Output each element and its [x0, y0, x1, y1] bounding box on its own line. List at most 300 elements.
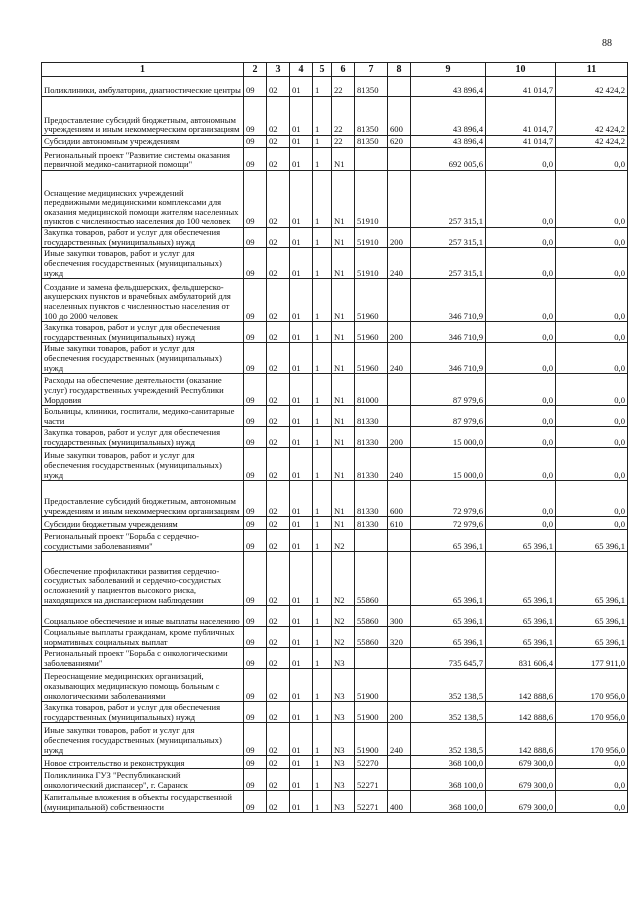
- cell-col-3: 02: [267, 427, 290, 448]
- cell-col-3: 02: [267, 171, 290, 228]
- cell-col-3: 02: [267, 374, 290, 406]
- cell-col-2: 09: [244, 552, 267, 606]
- cell-col-8: [388, 374, 411, 406]
- cell-col-10: 0,0: [486, 279, 556, 322]
- cell-col-6: N3: [332, 669, 355, 702]
- cell-col-9: 257 315,1: [411, 228, 486, 248]
- cell-col-7: 51900: [355, 702, 388, 723]
- cell-col-11: 0,0: [556, 448, 628, 481]
- cell-col-8: 320: [388, 627, 411, 648]
- cell-col-3: 02: [267, 627, 290, 648]
- table-row: [42, 97, 628, 136]
- cell-col-10: 142 888,6: [486, 702, 556, 723]
- cell-col-9: 15 000,0: [411, 448, 486, 481]
- cell-col-4: 01: [290, 627, 313, 648]
- cell-col-9: 735 645,7: [411, 648, 486, 669]
- cell-col-3: 02: [267, 648, 290, 669]
- cell-col-4: 01: [290, 322, 313, 343]
- cell-col-3: 02: [267, 322, 290, 343]
- cell-col-2: 09: [244, 723, 267, 756]
- cell-col-6: N1: [332, 374, 355, 406]
- cell-col-8: 200: [388, 702, 411, 723]
- cell-col-11: 0,0: [556, 427, 628, 448]
- cell-col-11: 177 911,0: [556, 648, 628, 669]
- cell-col-3: 02: [267, 530, 290, 552]
- row-name: Иные закупки товаров, работ и услуг для обеспечения государственных (муниципальных) нужд: [42, 723, 244, 756]
- cell-col-6: N2: [332, 606, 355, 627]
- cell-col-6: 22: [332, 97, 355, 136]
- cell-col-9: 65 396,1: [411, 552, 486, 606]
- cell-col-4: 01: [290, 448, 313, 481]
- cell-col-5: 1: [313, 248, 332, 279]
- cell-col-9: 257 315,1: [411, 171, 486, 228]
- cell-col-6: N1: [332, 517, 355, 530]
- cell-col-4: 01: [290, 552, 313, 606]
- cell-col-5: 1: [313, 517, 332, 530]
- cell-col-9: 87 979,6: [411, 374, 486, 406]
- table-row: [42, 530, 628, 552]
- cell-col-4: 01: [290, 791, 313, 813]
- cell-col-3: 02: [267, 481, 290, 517]
- cell-col-6: 22: [332, 77, 355, 97]
- row-name: Создание и замена фельдшерских, фельдшерско-акушерских пунктов и врачебных амбулаторий для населенных пунктов с численностью населения от 100 до 2000 человек: [42, 279, 244, 322]
- page-number: 88: [602, 38, 612, 49]
- cell-col-11: 42 424,2: [556, 97, 628, 136]
- cell-col-11: 65 396,1: [556, 530, 628, 552]
- cell-col-6: N1: [332, 343, 355, 374]
- row-name: Социальные выплаты гражданам, кроме публичных нормативных социальных выплат: [42, 627, 244, 648]
- cell-col-2: 09: [244, 517, 267, 530]
- cell-col-11: 0,0: [556, 228, 628, 248]
- cell-col-5: 1: [313, 171, 332, 228]
- cell-col-11: 0,0: [556, 756, 628, 769]
- cell-col-8: 300: [388, 606, 411, 627]
- cell-col-5: 1: [313, 374, 332, 406]
- header-row: [42, 63, 628, 77]
- cell-col-2: 09: [244, 322, 267, 343]
- cell-col-7: 81330: [355, 406, 388, 427]
- cell-col-10: 65 396,1: [486, 530, 556, 552]
- cell-col-4: 01: [290, 427, 313, 448]
- cell-col-4: 01: [290, 481, 313, 517]
- table-row: [42, 448, 628, 481]
- cell-col-2: 09: [244, 248, 267, 279]
- cell-col-4: 01: [290, 374, 313, 406]
- cell-col-3: 02: [267, 769, 290, 791]
- cell-col-7: 81330: [355, 481, 388, 517]
- cell-col-7: 52270: [355, 756, 388, 769]
- table-row: [42, 481, 628, 517]
- cell-col-6: N3: [332, 791, 355, 813]
- cell-col-3: 02: [267, 669, 290, 702]
- row-name: Субсидии автономным учреждениям: [42, 136, 244, 148]
- cell-col-10: 831 606,4: [486, 648, 556, 669]
- cell-col-11: 0,0: [556, 343, 628, 374]
- row-name: Региональный проект "Развитие системы оказания первичной медико-санитарной помощи": [42, 148, 244, 171]
- cell-col-10: 0,0: [486, 517, 556, 530]
- column-header: 3: [267, 63, 290, 77]
- cell-col-3: 02: [267, 148, 290, 171]
- cell-col-6: N3: [332, 756, 355, 769]
- cell-col-4: 01: [290, 148, 313, 171]
- cell-col-7: 81350: [355, 136, 388, 148]
- cell-col-5: 1: [313, 702, 332, 723]
- cell-col-2: 09: [244, 427, 267, 448]
- cell-col-5: 1: [313, 481, 332, 517]
- cell-col-5: 1: [313, 627, 332, 648]
- cell-col-4: 01: [290, 606, 313, 627]
- cell-col-9: 346 710,9: [411, 343, 486, 374]
- cell-col-9: 692 005,6: [411, 148, 486, 171]
- table-body: [42, 77, 628, 813]
- cell-col-11: 170 956,0: [556, 723, 628, 756]
- cell-col-11: 0,0: [556, 148, 628, 171]
- table-row: [42, 552, 628, 606]
- cell-col-3: 02: [267, 406, 290, 427]
- cell-col-8: 200: [388, 322, 411, 343]
- row-name: Больницы, клиники, госпитали, медико-санитарные части: [42, 406, 244, 427]
- row-name: Региональный проект "Борьба с сердечно-сосудистыми заболеваниями": [42, 530, 244, 552]
- cell-col-7: 51910: [355, 171, 388, 228]
- cell-col-8: 200: [388, 228, 411, 248]
- table-row: [42, 148, 628, 171]
- table-row: [42, 343, 628, 374]
- cell-col-5: 1: [313, 723, 332, 756]
- cell-col-6: N2: [332, 552, 355, 606]
- cell-col-7: 55860: [355, 627, 388, 648]
- cell-col-3: 02: [267, 552, 290, 606]
- cell-col-11: 0,0: [556, 279, 628, 322]
- cell-col-10: 0,0: [486, 406, 556, 427]
- cell-col-5: 1: [313, 769, 332, 791]
- row-name: Иные закупки товаров, работ и услуг для обеспечения государственных (муниципальных) нужд: [42, 248, 244, 279]
- cell-col-3: 02: [267, 343, 290, 374]
- cell-col-2: 09: [244, 627, 267, 648]
- column-header: 1: [42, 63, 244, 77]
- cell-col-7: 52271: [355, 769, 388, 791]
- cell-col-6: N1: [332, 248, 355, 279]
- cell-col-2: 09: [244, 481, 267, 517]
- column-header: 10: [486, 63, 556, 77]
- cell-col-10: 679 300,0: [486, 769, 556, 791]
- cell-col-11: 0,0: [556, 517, 628, 530]
- cell-col-10: 142 888,6: [486, 723, 556, 756]
- cell-col-10: 0,0: [486, 148, 556, 171]
- cell-col-4: 01: [290, 136, 313, 148]
- cell-col-5: 1: [313, 406, 332, 427]
- cell-col-9: 352 138,5: [411, 669, 486, 702]
- cell-col-10: 0,0: [486, 171, 556, 228]
- cell-col-5: 1: [313, 148, 332, 171]
- cell-col-9: 368 100,0: [411, 791, 486, 813]
- cell-col-11: 0,0: [556, 791, 628, 813]
- table-row: [42, 406, 628, 427]
- table-row: [42, 606, 628, 627]
- cell-col-5: 1: [313, 343, 332, 374]
- row-name: Социальное обеспечение и иные выплаты населению: [42, 606, 244, 627]
- row-name: Новое строительство и реконструкция: [42, 756, 244, 769]
- cell-col-11: 0,0: [556, 171, 628, 228]
- cell-col-3: 02: [267, 517, 290, 530]
- cell-col-4: 01: [290, 171, 313, 228]
- table-row: [42, 322, 628, 343]
- cell-col-3: 02: [267, 606, 290, 627]
- cell-col-2: 09: [244, 171, 267, 228]
- cell-col-3: 02: [267, 228, 290, 248]
- cell-col-10: 65 396,1: [486, 627, 556, 648]
- cell-col-8: 240: [388, 248, 411, 279]
- column-header: 11: [556, 63, 628, 77]
- cell-col-2: 09: [244, 606, 267, 627]
- cell-col-9: 65 396,1: [411, 530, 486, 552]
- budget-table: [41, 62, 628, 813]
- cell-col-5: 1: [313, 756, 332, 769]
- row-name: Поликлиника ГУЗ "Республиканский онкологический диспансер", г. Саранск: [42, 769, 244, 791]
- cell-col-10: 0,0: [486, 248, 556, 279]
- cell-col-5: 1: [313, 136, 332, 148]
- row-name: Предоставление субсидий бюджетным, автономным учреждениям и иным некоммерческим организациям: [42, 481, 244, 517]
- cell-col-10: 0,0: [486, 322, 556, 343]
- cell-col-2: 09: [244, 756, 267, 769]
- cell-col-5: 1: [313, 322, 332, 343]
- table-row: [42, 171, 628, 228]
- column-header: 6: [332, 63, 355, 77]
- cell-col-4: 01: [290, 756, 313, 769]
- cell-col-10: 679 300,0: [486, 756, 556, 769]
- cell-col-11: 0,0: [556, 481, 628, 517]
- cell-col-3: 02: [267, 97, 290, 136]
- cell-col-9: 65 396,1: [411, 627, 486, 648]
- row-name: Расходы на обеспечение деятельности (оказание услуг) государственных учреждений Республики Мордовия: [42, 374, 244, 406]
- row-name: Субсидии бюджетным учреждениям: [42, 517, 244, 530]
- cell-col-7: [355, 648, 388, 669]
- cell-col-8: 400: [388, 791, 411, 813]
- cell-col-4: 01: [290, 248, 313, 279]
- cell-col-7: 51960: [355, 322, 388, 343]
- table-row: [42, 756, 628, 769]
- cell-col-9: 87 979,6: [411, 406, 486, 427]
- cell-col-4: 01: [290, 530, 313, 552]
- cell-col-11: 65 396,1: [556, 606, 628, 627]
- column-header: 9: [411, 63, 486, 77]
- cell-col-10: 65 396,1: [486, 606, 556, 627]
- cell-col-8: [388, 648, 411, 669]
- cell-col-8: [388, 552, 411, 606]
- cell-col-5: 1: [313, 427, 332, 448]
- cell-col-7: 81000: [355, 374, 388, 406]
- cell-col-7: 51910: [355, 228, 388, 248]
- column-header: 8: [388, 63, 411, 77]
- row-name: Иные закупки товаров, работ и услуг для обеспечения государственных (муниципальных) нужд: [42, 448, 244, 481]
- cell-col-4: 01: [290, 77, 313, 97]
- cell-col-8: [388, 769, 411, 791]
- cell-col-3: 02: [267, 756, 290, 769]
- table-row: [42, 723, 628, 756]
- row-name: Закупка товаров, работ и услуг для обеспечения государственных (муниципальных) нужд: [42, 427, 244, 448]
- cell-col-10: 0,0: [486, 374, 556, 406]
- cell-col-2: 09: [244, 648, 267, 669]
- table-row: [42, 517, 628, 530]
- cell-col-11: 42 424,2: [556, 77, 628, 97]
- cell-col-4: 01: [290, 279, 313, 322]
- cell-col-11: 0,0: [556, 374, 628, 406]
- cell-col-7: 81330: [355, 427, 388, 448]
- cell-col-8: [388, 530, 411, 552]
- cell-col-9: 352 138,5: [411, 702, 486, 723]
- cell-col-5: 1: [313, 791, 332, 813]
- row-name: Закупка товаров, работ и услуг для обеспечения государственных (муниципальных) нужд: [42, 702, 244, 723]
- row-name: Капитальные вложения в объекты государственной (муниципальной) собственности: [42, 791, 244, 813]
- cell-col-2: 09: [244, 406, 267, 427]
- column-header: 4: [290, 63, 313, 77]
- cell-col-6: N3: [332, 769, 355, 791]
- cell-col-5: 1: [313, 530, 332, 552]
- cell-col-4: 01: [290, 769, 313, 791]
- cell-col-4: 01: [290, 702, 313, 723]
- cell-col-2: 09: [244, 136, 267, 148]
- table-row: [42, 627, 628, 648]
- cell-col-9: 368 100,0: [411, 769, 486, 791]
- cell-col-7: 51910: [355, 248, 388, 279]
- cell-col-11: 0,0: [556, 322, 628, 343]
- cell-col-4: 01: [290, 228, 313, 248]
- cell-col-9: 346 710,9: [411, 322, 486, 343]
- cell-col-8: [388, 171, 411, 228]
- cell-col-3: 02: [267, 279, 290, 322]
- cell-col-9: 257 315,1: [411, 248, 486, 279]
- cell-col-6: N3: [332, 723, 355, 756]
- row-name: Закупка товаров, работ и услуг для обеспечения государственных (муниципальных) нужд: [42, 322, 244, 343]
- table-row: [42, 228, 628, 248]
- cell-col-6: N1: [332, 228, 355, 248]
- cell-col-8: [388, 77, 411, 97]
- cell-col-2: 09: [244, 791, 267, 813]
- cell-col-8: 200: [388, 427, 411, 448]
- cell-col-6: N1: [332, 427, 355, 448]
- cell-col-6: 22: [332, 136, 355, 148]
- cell-col-11: 65 396,1: [556, 627, 628, 648]
- cell-col-9: 15 000,0: [411, 427, 486, 448]
- cell-col-3: 02: [267, 723, 290, 756]
- column-header: 2: [244, 63, 267, 77]
- cell-col-5: 1: [313, 77, 332, 97]
- cell-col-7: 51960: [355, 279, 388, 322]
- table-row: [42, 648, 628, 669]
- cell-col-9: 65 396,1: [411, 606, 486, 627]
- table-row: [42, 702, 628, 723]
- cell-col-8: 600: [388, 97, 411, 136]
- cell-col-8: 600: [388, 481, 411, 517]
- cell-col-9: 368 100,0: [411, 756, 486, 769]
- cell-col-11: 0,0: [556, 406, 628, 427]
- cell-col-10: 142 888,6: [486, 669, 556, 702]
- cell-col-6: N2: [332, 627, 355, 648]
- cell-col-2: 09: [244, 343, 267, 374]
- cell-col-7: 81330: [355, 448, 388, 481]
- cell-col-4: 01: [290, 648, 313, 669]
- cell-col-6: N1: [332, 148, 355, 171]
- row-name: Оснащение медицинских учреждений передвижными медицинскими комплексами для оказания медицинской помощи жителям населенных пунктов с численностью населения до 100 человек: [42, 171, 244, 228]
- table-row: [42, 427, 628, 448]
- cell-col-7: 51900: [355, 723, 388, 756]
- cell-col-2: 09: [244, 148, 267, 171]
- cell-col-8: 620: [388, 136, 411, 148]
- cell-col-10: 0,0: [486, 427, 556, 448]
- cell-col-6: N1: [332, 322, 355, 343]
- cell-col-8: 240: [388, 723, 411, 756]
- cell-col-6: N1: [332, 279, 355, 322]
- table-row: [42, 669, 628, 702]
- cell-col-3: 02: [267, 702, 290, 723]
- table-row: [42, 77, 628, 97]
- column-header: 5: [313, 63, 332, 77]
- cell-col-8: [388, 756, 411, 769]
- cell-col-11: 0,0: [556, 248, 628, 279]
- row-name: Переоснащение медицинских организаций, оказывающих медицинскую помощь больным с онкологическими заболеваниями: [42, 669, 244, 702]
- cell-col-2: 09: [244, 77, 267, 97]
- cell-col-7: 55860: [355, 606, 388, 627]
- cell-col-8: [388, 669, 411, 702]
- cell-col-10: 0,0: [486, 343, 556, 374]
- cell-col-8: [388, 279, 411, 322]
- cell-col-7: 55860: [355, 552, 388, 606]
- cell-col-10: 0,0: [486, 228, 556, 248]
- cell-col-3: 02: [267, 77, 290, 97]
- row-name: Региональный проект "Борьба с онкологическими заболеваниями": [42, 648, 244, 669]
- cell-col-8: 240: [388, 343, 411, 374]
- row-name: Иные закупки товаров, работ и услуг для обеспечения государственных (муниципальных) нужд: [42, 343, 244, 374]
- cell-col-9: 352 138,5: [411, 723, 486, 756]
- cell-col-3: 02: [267, 136, 290, 148]
- cell-col-9: 346 710,9: [411, 279, 486, 322]
- cell-col-9: 43 896,4: [411, 77, 486, 97]
- cell-col-2: 09: [244, 769, 267, 791]
- cell-col-6: N1: [332, 171, 355, 228]
- cell-col-7: [355, 148, 388, 171]
- cell-col-2: 09: [244, 530, 267, 552]
- cell-col-9: 43 896,4: [411, 136, 486, 148]
- column-header: 7: [355, 63, 388, 77]
- cell-col-2: 09: [244, 448, 267, 481]
- cell-col-8: [388, 148, 411, 171]
- cell-col-5: 1: [313, 97, 332, 136]
- cell-col-2: 09: [244, 669, 267, 702]
- cell-col-10: 679 300,0: [486, 791, 556, 813]
- cell-col-2: 09: [244, 97, 267, 136]
- cell-col-4: 01: [290, 723, 313, 756]
- cell-col-11: 170 956,0: [556, 702, 628, 723]
- cell-col-3: 02: [267, 448, 290, 481]
- cell-col-5: 1: [313, 606, 332, 627]
- cell-col-10: 65 396,1: [486, 552, 556, 606]
- row-name: Обеспечение профилактики развития сердечно-сосудистых заболеваний и сердечно-сосудистых осложнений у пациентов высокого риска, находящихся на диспансерном наблюдении: [42, 552, 244, 606]
- cell-col-3: 02: [267, 248, 290, 279]
- cell-col-6: N1: [332, 481, 355, 517]
- cell-col-7: [355, 530, 388, 552]
- cell-col-5: 1: [313, 448, 332, 481]
- cell-col-5: 1: [313, 228, 332, 248]
- cell-col-2: 09: [244, 228, 267, 248]
- cell-col-8: [388, 406, 411, 427]
- cell-col-9: 72 979,6: [411, 517, 486, 530]
- cell-col-5: 1: [313, 552, 332, 606]
- table-row: [42, 769, 628, 791]
- cell-col-2: 09: [244, 279, 267, 322]
- cell-col-6: N1: [332, 406, 355, 427]
- cell-col-10: 0,0: [486, 481, 556, 517]
- cell-col-10: 41 014,7: [486, 136, 556, 148]
- cell-col-7: 51960: [355, 343, 388, 374]
